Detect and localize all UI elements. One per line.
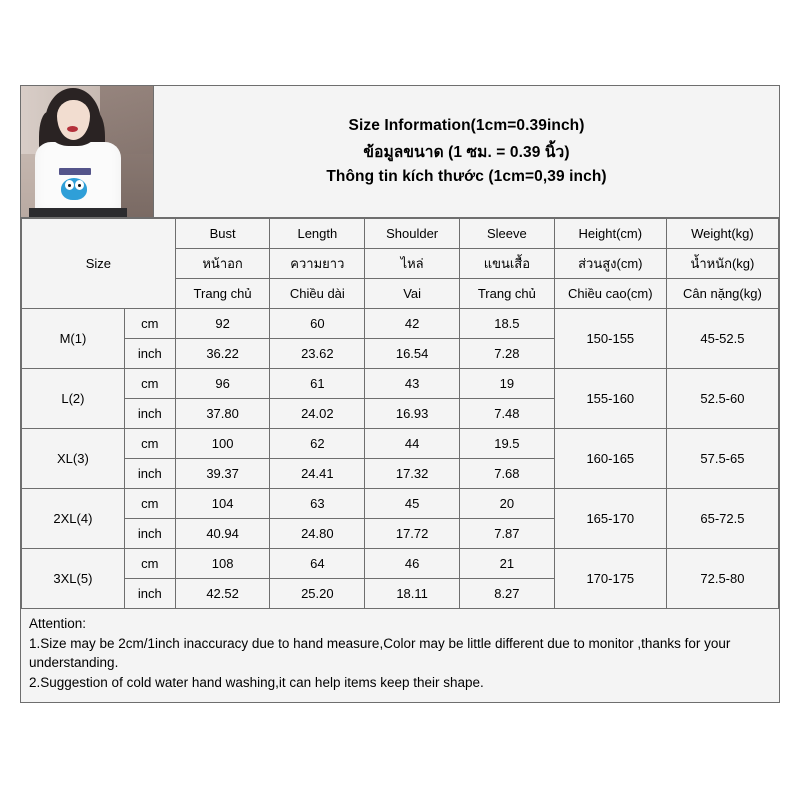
col-height-vi: Chiều cao(cm) — [554, 279, 666, 309]
cell-length-inch: 25.20 — [270, 579, 365, 609]
cell-shoulder-cm: 42 — [365, 309, 460, 339]
attention-line-2: 2.Suggestion of cold water hand washing,it can help items keep their shape. — [29, 674, 484, 690]
size-label-xl: XL(3) — [22, 429, 125, 489]
cell-length-cm: 60 — [270, 309, 365, 339]
col-length-vi: Chiều dài — [270, 279, 365, 309]
col-length-th: ความยาว — [270, 249, 365, 279]
title-block — [154, 86, 779, 217]
size-label-m: M(1) — [22, 309, 125, 369]
cell-weight: 65-72.5 — [666, 489, 778, 549]
col-bust-th: หน้าอก — [175, 249, 270, 279]
cell-height: 150-155 — [554, 309, 666, 369]
cell-shoulder-cm: 43 — [365, 369, 460, 399]
cell-shoulder-cm: 44 — [365, 429, 460, 459]
cell-bust-inch: 37.80 — [175, 399, 270, 429]
table-row — [22, 369, 779, 399]
cell-sleeve-cm: 20 — [460, 489, 555, 519]
col-shoulder-th: ไหล่ — [365, 249, 460, 279]
size-header-cell: Size — [22, 219, 176, 309]
col-sleeve-th: แขนเสื้อ — [460, 249, 555, 279]
col-bust-en: Bust — [175, 219, 270, 249]
model-skirt — [29, 208, 127, 217]
cell-shoulder-inch: 17.32 — [365, 459, 460, 489]
size-label-3xl: 3XL(5) — [22, 549, 125, 609]
cell-weight: 72.5-80 — [666, 549, 778, 609]
cell-weight: 45-52.5 — [666, 309, 778, 369]
size-label-2xl: 2XL(4) — [22, 489, 125, 549]
cell-sleeve-cm: 19 — [460, 369, 555, 399]
cell-sleeve-inch: 7.68 — [460, 459, 555, 489]
col-sleeve-en: Sleeve — [460, 219, 555, 249]
attention-heading: Attention: — [29, 616, 87, 631]
unit-inch: inch — [124, 399, 175, 429]
cell-bust-cm: 96 — [175, 369, 270, 399]
monster-pupil-left-icon — [68, 184, 71, 187]
cell-length-inch: 23.62 — [270, 339, 365, 369]
cell-height: 160-165 — [554, 429, 666, 489]
cell-shoulder-cm: 45 — [365, 489, 460, 519]
cell-shoulder-inch: 17.72 — [365, 519, 460, 549]
cell-shoulder-inch: 16.93 — [365, 399, 460, 429]
table-row — [22, 549, 779, 579]
cell-length-cm: 63 — [270, 489, 365, 519]
size-label-l: L(2) — [22, 369, 125, 429]
cell-sleeve-inch: 7.87 — [460, 519, 555, 549]
monster-pupil-right-icon — [78, 184, 81, 187]
title-line-th: ข้อมูลขนาด (1 ซม. = 0.39 นิ้ว) — [363, 144, 570, 161]
cell-height: 155-160 — [554, 369, 666, 429]
cell-bust-inch: 36.22 — [175, 339, 270, 369]
col-shoulder-vi: Vai — [365, 279, 460, 309]
cell-shoulder-cm: 46 — [365, 549, 460, 579]
cell-shoulder-inch: 18.11 — [365, 579, 460, 609]
cell-sleeve-cm: 19.5 — [460, 429, 555, 459]
cell-height: 165-170 — [554, 489, 666, 549]
size-chart-card — [20, 85, 780, 703]
cell-length-cm: 64 — [270, 549, 365, 579]
cell-length-cm: 61 — [270, 369, 365, 399]
cell-bust-inch: 42.52 — [175, 579, 270, 609]
cell-bust-inch: 39.37 — [175, 459, 270, 489]
cell-sleeve-inch: 8.27 — [460, 579, 555, 609]
cell-length-inch: 24.02 — [270, 399, 365, 429]
col-weight-th: น้ำหนัก(kg) — [666, 249, 778, 279]
cell-bust-cm: 92 — [175, 309, 270, 339]
cell-sleeve-cm: 18.5 — [460, 309, 555, 339]
size-table — [21, 218, 779, 609]
unit-inch: inch — [124, 459, 175, 489]
cell-length-inch: 24.41 — [270, 459, 365, 489]
attention-line-1: 1.Size may be 2cm/1inch inaccuracy due to hand measure,Color may be little different due to monitor ,thanks for your understanding. — [29, 635, 735, 671]
cell-bust-cm: 108 — [175, 549, 270, 579]
table-row — [22, 489, 779, 519]
col-length-en: Length — [270, 219, 365, 249]
cell-length-inch: 24.80 — [270, 519, 365, 549]
title-line-vi: Thông tin kích thước (1cm=0,39 inch) — [326, 168, 607, 185]
col-height-th: ส่วนสูง(cm) — [554, 249, 666, 279]
cell-sleeve-inch: 7.28 — [460, 339, 555, 369]
title-line-en: Size Information(1cm=0.39inch) — [348, 117, 585, 134]
table-header-row-en — [22, 219, 779, 249]
cell-weight: 52.5-60 — [666, 369, 778, 429]
unit-inch: inch — [124, 579, 175, 609]
cell-weight: 57.5-65 — [666, 429, 778, 489]
unit-cm: cm — [124, 309, 175, 339]
col-weight-en: Weight(kg) — [666, 219, 778, 249]
cell-shoulder-inch: 16.54 — [365, 339, 460, 369]
cell-bust-cm: 100 — [175, 429, 270, 459]
cell-height: 170-175 — [554, 549, 666, 609]
unit-cm: cm — [124, 429, 175, 459]
model-lips — [67, 126, 78, 132]
cell-bust-inch: 40.94 — [175, 519, 270, 549]
cell-length-cm: 62 — [270, 429, 365, 459]
cell-sleeve-inch: 7.48 — [460, 399, 555, 429]
col-bust-vi: Trang chủ — [175, 279, 270, 309]
table-row — [22, 429, 779, 459]
attention-block — [21, 609, 779, 702]
col-shoulder-en: Shoulder — [365, 219, 460, 249]
unit-cm: cm — [124, 489, 175, 519]
unit-cm: cm — [124, 369, 175, 399]
chart-header — [21, 86, 779, 218]
unit-inch: inch — [124, 519, 175, 549]
unit-inch: inch — [124, 339, 175, 369]
col-height-en: Height(cm) — [554, 219, 666, 249]
table-row — [22, 309, 779, 339]
cell-sleeve-cm: 21 — [460, 549, 555, 579]
col-weight-vi: Cân nặng(kg) — [666, 279, 778, 309]
product-photo — [21, 86, 154, 217]
col-sleeve-vi: Trang chủ — [460, 279, 555, 309]
cell-bust-cm: 104 — [175, 489, 270, 519]
unit-cm: cm — [124, 549, 175, 579]
tshirt-print-text — [59, 168, 91, 175]
